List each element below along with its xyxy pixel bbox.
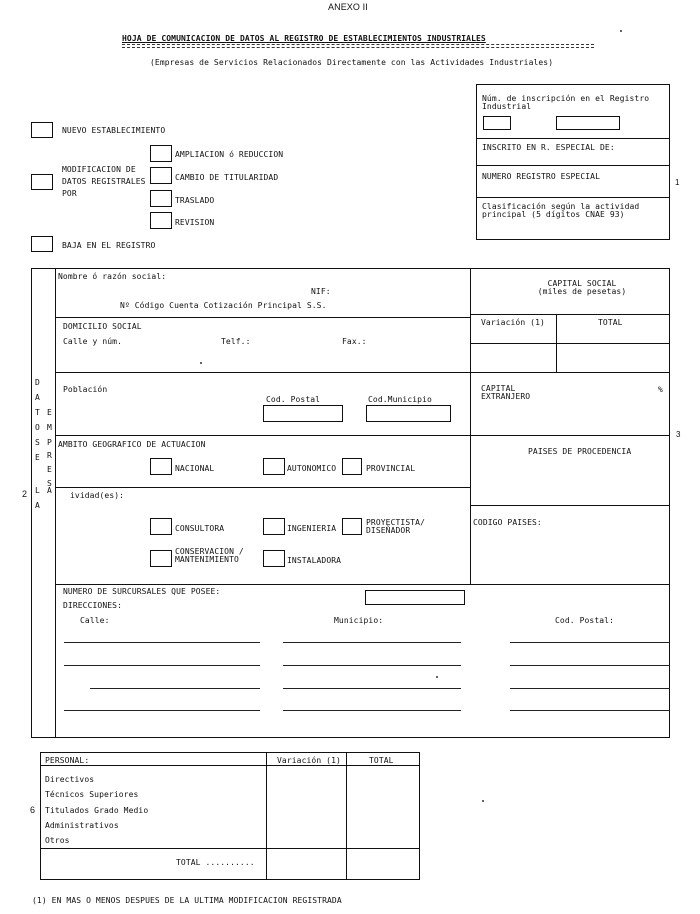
footnote: (1) EN MAS O MENOS DESPUES DE LA ULTIMA MODIFICACION REGISTRADA: [32, 896, 342, 905]
capital-divider-1: [470, 314, 670, 315]
town-label: Población: [63, 385, 108, 394]
divider-scope-activity: [55, 487, 470, 488]
branches-label: NUMERO DE SURCURSALES QUE POSEE:: [63, 587, 221, 596]
company-left-column-divider: [55, 268, 56, 738]
registry-divider-1: [476, 138, 670, 139]
company-capital-divider: [470, 268, 471, 584]
foreign-capital-label: CAPITAL EXTRANJERO: [481, 384, 531, 401]
ownership-change-label: CAMBIO DE TITULARIDAD: [175, 173, 279, 182]
capital-heading: CAPITAL SOCIAL (miles de pesetas): [537, 279, 627, 296]
municipality-code-field[interactable]: [366, 405, 451, 422]
removal-label: BAJA EN EL REGISTRO: [62, 241, 156, 250]
divider-name-address: [55, 317, 470, 318]
phone-label: Telf.:: [221, 337, 251, 346]
branch-line: [64, 665, 260, 666]
scope-provincial-label: PROVINCIAL: [366, 464, 416, 473]
branch-line: [283, 665, 461, 666]
capital-variation-label: Variación (1): [481, 318, 545, 327]
special-registry-label: INSCRITO EN R. ESPECIAL DE:: [482, 143, 615, 152]
scan-speck: [200, 362, 202, 364]
foreign-capital-percent: %: [658, 385, 663, 394]
personnel-row: Directivos: [45, 775, 95, 784]
side-number-1: 1: [675, 178, 680, 187]
expansion-label: AMPLIACION ó REDUCCION: [175, 150, 284, 159]
countries-label: PAISES DE PROCEDENCIA: [528, 447, 632, 456]
inscription-number-field-a[interactable]: [483, 116, 511, 130]
personnel-row: Administrativos: [45, 821, 119, 830]
branch-line: [283, 710, 461, 711]
branch-line: [90, 688, 260, 689]
relocation-checkbox[interactable]: [150, 190, 172, 207]
capital-divider-4: [470, 435, 670, 436]
personnel-variation-label: Variación (1): [277, 756, 341, 765]
nif-label: NIF:: [311, 287, 331, 296]
personnel-total-label: TOTAL: [369, 756, 394, 765]
expansion-checkbox[interactable]: [150, 145, 172, 162]
modification-checkbox[interactable]: [31, 174, 53, 190]
new-establishment-label: NUEVO ESTABLECIMIENTO: [62, 126, 166, 135]
new-establishment-checkbox[interactable]: [31, 122, 53, 138]
inscription-number-field-b[interactable]: [556, 116, 620, 130]
special-registry-number-label: NUMERO REGISTRO ESPECIAL: [482, 172, 600, 181]
divider-address-town: [55, 372, 470, 373]
ownership-change-checkbox[interactable]: [150, 167, 172, 184]
branch-line: [283, 688, 461, 689]
scan-speck: [482, 800, 484, 802]
revision-label: REVISION: [175, 218, 215, 227]
capital-divider-5: [470, 505, 670, 506]
personnel-heading: PERSONAL:: [45, 756, 90, 765]
personnel-column-divider-2: [346, 752, 347, 880]
postal-code-label: Cod. Postal: [266, 395, 321, 404]
scope-provincial-checkbox[interactable]: [342, 458, 362, 475]
activity-maintenance-checkbox[interactable]: [150, 550, 172, 567]
registry-divider-2: [476, 165, 670, 166]
personnel-row: Titulados Grado Medio: [45, 806, 149, 815]
personnel-header-divider: [40, 765, 420, 766]
modification-label: MODIFICACION DE DATOS REGISTRALES POR: [62, 165, 146, 198]
relocation-label: TRASLADO: [175, 196, 215, 205]
country-codes-label: CODIGO PAISES:: [473, 518, 542, 527]
personnel-total-divider: [40, 848, 420, 849]
registry-divider-3: [476, 197, 670, 198]
divider-town-scope: [55, 435, 470, 436]
scope-label: AMBITO GEOGRAFICO DE ACTUACION: [58, 440, 206, 449]
activity-engineering-label: INGENIERIA: [287, 524, 337, 533]
branch-municipality-column: Municipio:: [334, 616, 384, 625]
branch-postal-column: Cod. Postal:: [555, 616, 614, 625]
side-number-6: 6: [30, 805, 36, 815]
scope-national-checkbox[interactable]: [150, 458, 172, 475]
scope-national-label: NACIONAL: [175, 464, 215, 473]
annex-label: ANEXO II: [328, 2, 368, 12]
activity-consulting-label: CONSULTORA: [175, 524, 225, 533]
removal-checkbox[interactable]: [31, 236, 53, 252]
branch-line: [510, 642, 670, 643]
branch-line: [64, 710, 260, 711]
branches-count-field[interactable]: [365, 590, 465, 605]
form-subtitle: (Empresas de Servicios Relacionados Directamente con las Actividades Industriales): [150, 58, 554, 67]
scope-regional-checkbox[interactable]: [263, 458, 285, 475]
address-heading: DOMICILIO SOCIAL: [63, 322, 142, 331]
directions-label: DIRECCIONES:: [63, 601, 122, 610]
branch-line: [510, 665, 670, 666]
branch-line: [510, 688, 670, 689]
personnel-row: Técnicos Superiores: [45, 790, 139, 799]
activity-installer-checkbox[interactable]: [263, 550, 285, 567]
branch-street-column: Calle:: [80, 616, 110, 625]
street-label: Calle y núm.: [63, 337, 122, 346]
title-double-rule: [122, 44, 594, 48]
personnel-column-divider-1: [266, 752, 267, 880]
scan-speck: [620, 30, 622, 32]
side-number-2: 2: [22, 489, 28, 499]
classification-label: Clasificación según la actividad principal (5 dígitos CNAE 93): [482, 202, 640, 219]
fax-label: Fax.:: [342, 337, 367, 346]
divider-activity-branches: [55, 584, 670, 585]
capital-total-label: TOTAL: [598, 318, 623, 327]
municipality-code-label: Cod.Municipio: [368, 395, 432, 404]
activity-maintenance-label: CONSERVACION / MANTENIMIENTO: [175, 547, 244, 564]
personnel-total-row-label: TOTAL ..........: [176, 858, 255, 867]
capital-divider-3: [470, 372, 670, 373]
branch-line: [510, 710, 670, 711]
branch-line: [283, 642, 461, 643]
activity-designer-label: PROYECTISTA/ DISEÑADOR: [366, 518, 425, 535]
scope-regional-label: AUTONOMICO: [287, 464, 337, 473]
capital-divider-2: [470, 343, 670, 344]
branch-line: [64, 642, 260, 643]
revision-checkbox[interactable]: [150, 212, 172, 229]
inscription-number-label: Núm. de inscripción en el Registro Industrial: [482, 94, 650, 111]
form-title: HOJA DE COMUNICACION DE DATOS AL REGISTRO DE ESTABLECIMIENTOS INDUSTRIALES: [122, 34, 486, 43]
side-number-3: 3: [676, 430, 681, 439]
scan-speck: [436, 676, 438, 678]
company-name-label: Nombre ó razón social:: [58, 272, 167, 281]
ccc-label: Nº Código Cuenta Cotización Principal S.S.: [120, 301, 327, 310]
personnel-row: Otros: [45, 836, 70, 845]
postal-code-field[interactable]: [263, 405, 343, 422]
activity-designer-checkbox[interactable]: [342, 518, 362, 535]
activity-label: ividad(es):: [70, 491, 125, 500]
activity-engineering-checkbox[interactable]: [263, 518, 285, 535]
activity-consulting-checkbox[interactable]: [150, 518, 172, 535]
activity-installer-label: INSTALADORA: [287, 556, 342, 565]
